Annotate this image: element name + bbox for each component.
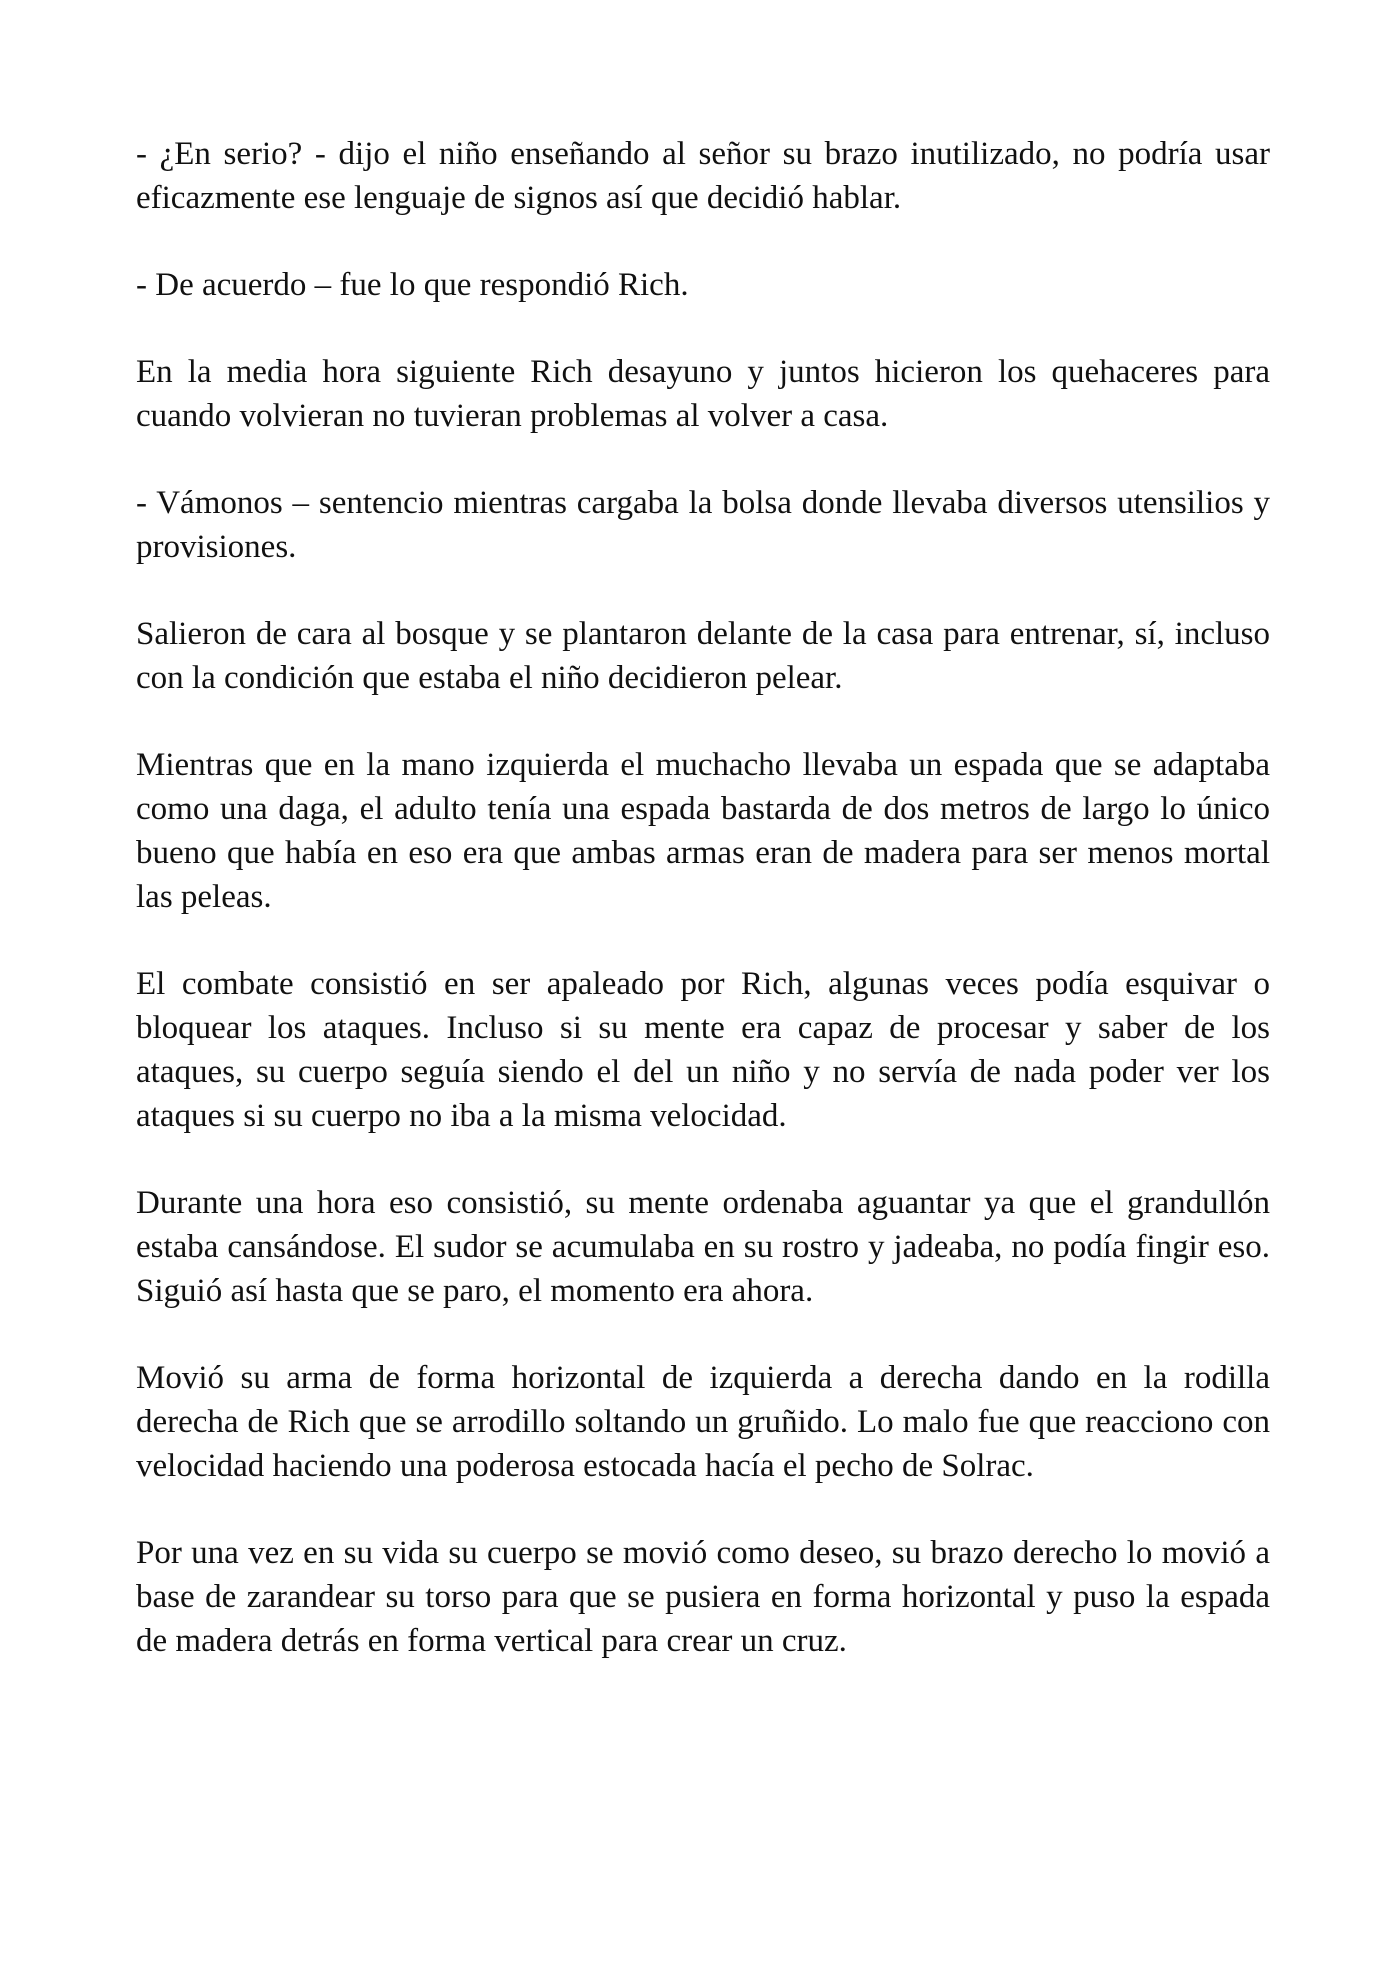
paragraph: En la media hora siguiente Rich desayuno y juntos hicieron los quehaceres para cuando volvieran no tuvieran problemas al volver a casa.: [136, 354, 1270, 434]
paragraph: - De acuerdo – fue lo que respondió Rich.: [136, 267, 689, 303]
paragraph: Movió su arma de forma horizontal de izquierda a derecha dando en la rodilla derecha de Rich que se arrodillo soltando un gruñido. Lo malo fue que reacciono con velocidad haciendo una poderosa estocada hacía el pecho de Solrac.: [136, 1360, 1270, 1484]
paragraph: - ¿En serio? - dijo el niño enseñando al señor su brazo inutilizado, no podría usar eficazmente ese lenguaje de signos así que decidió hablar.: [136, 136, 1270, 216]
paragraph: - Vámonos – sentencio mientras cargaba la bolsa donde llevaba diversos utensilios y provisiones.: [136, 485, 1270, 565]
paragraph: Durante una hora eso consistió, su mente ordenaba aguantar ya que el grandullón estaba cansándose. El sudor se acumulaba en su rostro y jadeaba, no podía fingir eso. Siguió así hasta que se paro, el momento era ahora.: [136, 1185, 1270, 1309]
document-body: [136, 132, 1270, 1706]
paragraph: Por una vez en su vida su cuerpo se movió como deseo, su brazo derecho lo movió a base de zarandear su torso para que se pusiera en forma horizontal y puso la espada de madera detrás en forma vertical para crear un cruz.: [136, 1535, 1270, 1659]
paragraph: Mientras que en la mano izquierda el muchacho llevaba un espada que se adaptaba como una daga, el adulto tenía una espada bastarda de dos metros de largo lo único bueno que había en eso era que ambas armas eran de madera para ser menos mortal las peleas.: [136, 747, 1270, 915]
paragraph: El combate consistió en ser apaleado por Rich, algunas veces podía esquivar o bloquear los ataques. Incluso si su mente era capaz de procesar y saber de los ataques, su cuerpo seguía siendo el del un niño y no servía de nada poder ver los ataques si su cuerpo no iba a la misma velocidad.: [136, 966, 1270, 1134]
paragraph: Salieron de cara al bosque y se plantaron delante de la casa para entrenar, sí, incluso con la condición que estaba el niño decidieron pelear.: [136, 616, 1270, 696]
